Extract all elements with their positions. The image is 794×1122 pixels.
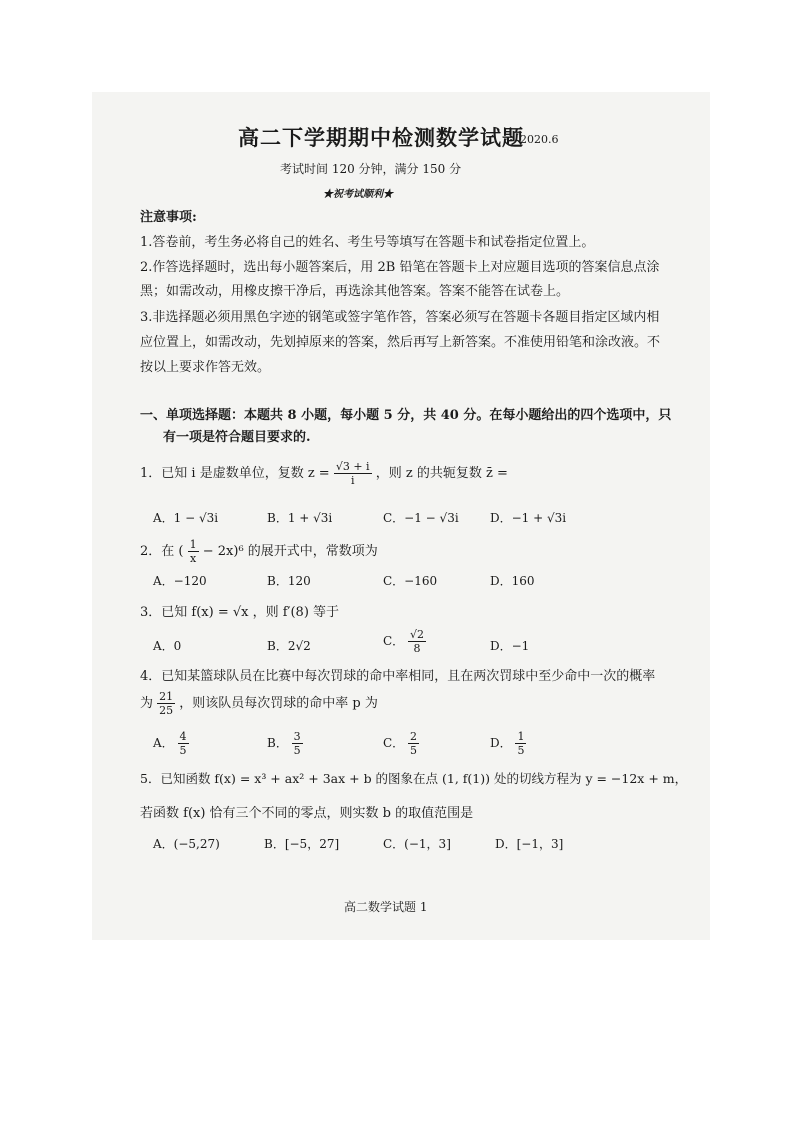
q4-option-a-fraction — [178, 730, 189, 757]
page-footer: 高二数学试题 1 — [344, 900, 428, 914]
q4-option-c-numerator: 2 — [410, 730, 418, 743]
exam-date: 2020.6 — [520, 133, 559, 146]
q4-fraction-numerator: 21 — [159, 690, 174, 703]
note-item-3-line3: 按以上要求作答无效。 — [140, 360, 271, 375]
q4-option-b-denominator: 5 — [293, 744, 301, 757]
section-heading-line1: 一、单项选择题：本题共 8 小题，每小题 5 分，共 40 分。在每小题给出的四个选项中，只 — [140, 408, 672, 423]
q4-option-b-letter: B． — [267, 736, 288, 750]
notes-heading: 注意事项: — [140, 210, 197, 225]
q1-option-b: B．1 + √3i — [267, 511, 333, 525]
exam-title: 高二下学期期中检测数学试题 — [238, 125, 524, 150]
q5-option-d: D．[−1，3] — [495, 837, 564, 851]
q2-fraction — [188, 538, 199, 565]
q1-stem-post: ，则 z 的共轭复数 z̄ = — [375, 466, 508, 481]
question-2 — [140, 538, 378, 565]
q1-fraction-numerator: √3 + i — [335, 460, 370, 473]
q2-fraction-denominator: x — [190, 552, 197, 565]
note-item-2-line2: 黑；如需改动，用橡皮擦干净后，再选涂其他答案。答案不能答在试卷上。 — [140, 284, 570, 299]
q4-option-a-numerator: 4 — [179, 730, 187, 743]
note-item-1: 1.答卷前，考生务必将自己的姓名、考生号等填写在答题卡和试卷指定位置上。 — [140, 235, 595, 250]
section-heading-line2: 有一项是符合题目要求的. — [163, 430, 311, 445]
q4-option-a-denominator: 5 — [179, 744, 187, 757]
q2-option-d: D．160 — [490, 574, 535, 588]
q3-option-c-denominator: 8 — [413, 642, 421, 655]
q2-fraction-numerator: 1 — [189, 538, 197, 551]
q2-option-a: A．−120 — [153, 574, 207, 588]
q1-fraction — [334, 460, 372, 487]
q4-option-d-numerator: 1 — [517, 730, 525, 743]
q4-option-c-denominator: 5 — [410, 744, 418, 757]
q3-option-d: D．−1 — [490, 639, 530, 653]
q3-option-a: A．0 — [153, 639, 182, 653]
question-1 — [140, 460, 508, 487]
q4-fraction-denominator: 25 — [159, 704, 174, 717]
q2-stem-pre: 2．在 ( — [140, 544, 184, 559]
confidential-mark: ★祝考试顺利★ — [323, 189, 393, 200]
q4-option-b-numerator: 3 — [293, 730, 301, 743]
q5-option-a: A．(−5,27) — [153, 837, 220, 851]
q4-option-d — [490, 730, 526, 757]
q4-option-a-letter: A． — [153, 736, 174, 750]
q3-option-c — [383, 628, 426, 655]
q3-option-b: B．2√2 — [267, 639, 311, 653]
q1-fraction-denominator: i — [350, 474, 355, 487]
question-5-line1: 5．已知函数 f(x) = x³ + ax² + 3ax + b 的图象在点 (1, f(1)) 处的切线方程为 y = −12x + m， — [140, 771, 688, 786]
exam-info: 考试时间 120 分钟，满分 150 分 — [280, 162, 462, 176]
question-5-line2: 若函数 f(x) 恰有三个不同的零点，则实数 b 的取值范围是 — [140, 806, 474, 821]
question-3: 3．已知 f(x) = √x ，则 f′(8) 等于 — [140, 605, 340, 620]
q4-option-a — [153, 730, 189, 757]
q4-option-d-denominator: 5 — [517, 744, 525, 757]
q3-option-c-numerator: √2 — [410, 628, 425, 641]
q3-option-c-fraction — [408, 628, 426, 655]
q4-option-b-fraction — [292, 730, 303, 757]
note-item-2-line1: 2.作答选择题时，选出每小题答案后，用 2B 铅笔在答题卡上对应题目选项的答案信息点涂 — [140, 260, 660, 275]
q4-option-d-fraction — [515, 730, 526, 757]
q4-option-d-letter: D． — [490, 736, 512, 750]
q3-option-c-letter: C． — [383, 634, 405, 648]
q2-option-b: B．120 — [267, 574, 311, 588]
note-item-3-line1: 3.非选择题必须用黑色字迹的钢笔或签字笔作答，答案必须写在答题卡各题目指定区域内相 — [140, 310, 660, 325]
q4-option-b — [267, 730, 303, 757]
question-4-line2 — [140, 690, 378, 717]
q2-option-c: C．−160 — [383, 574, 438, 588]
q4-stem-post: ，则该队员每次罚球的命中率 p 为 — [179, 696, 378, 711]
q4-option-c — [383, 730, 419, 757]
q1-option-d: D．−1 + √3i — [490, 511, 567, 525]
q1-option-c: C．−1 − √3i — [383, 511, 459, 525]
q1-stem-pre: 1．已知 i 是虚数单位，复数 z = — [140, 466, 330, 481]
q1-option-a: A．1 − √3i — [153, 511, 219, 525]
q4-stem-pre: 为 — [140, 696, 154, 711]
q5-option-b: B．[−5，27] — [264, 837, 340, 851]
q2-stem-post: − 2x)⁶ 的展开式中，常数项为 — [202, 544, 378, 559]
question-4-line1: 4．已知某篮球队员在比赛中每次罚球的命中率相同，且在两次罚球中至少命中一次的概率 — [140, 669, 656, 684]
q5-option-c: C．(−1，3] — [383, 837, 451, 851]
q4-option-c-letter: C． — [383, 736, 405, 750]
note-item-3-line2: 应位置上，如需改动，先划掉原来的答案，然后再写上新答案。不准使用铅笔和涂改液。不 — [140, 335, 661, 350]
q4-option-c-fraction — [408, 730, 419, 757]
q4-fraction — [157, 690, 175, 717]
